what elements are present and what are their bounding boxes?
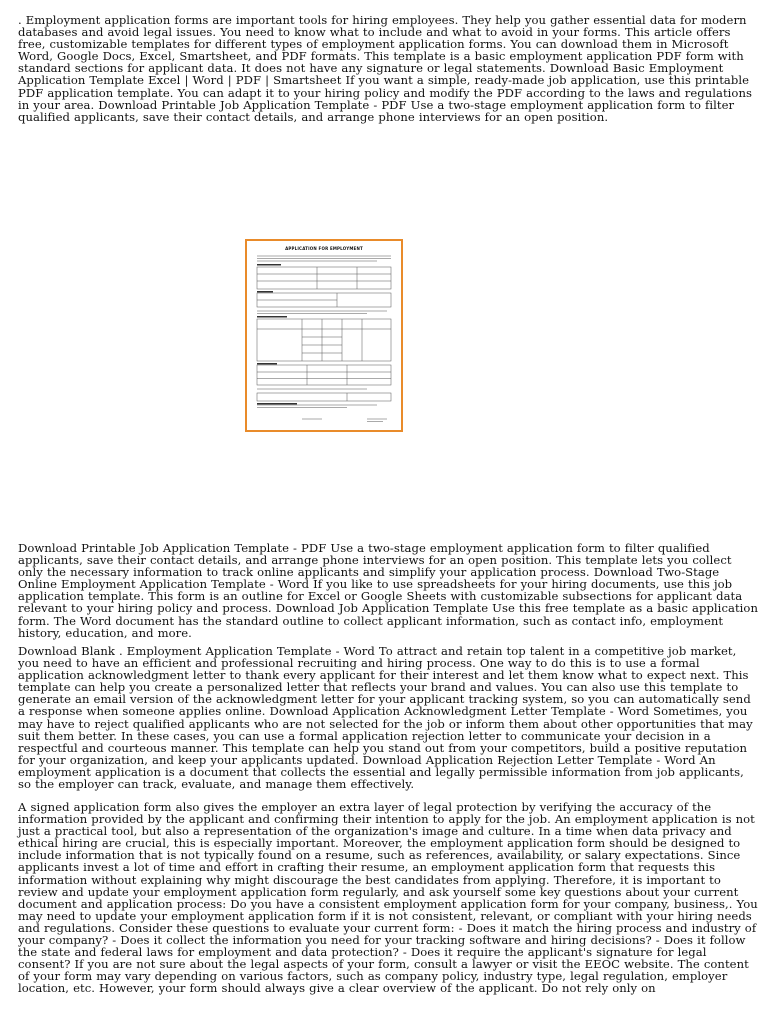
intro-paragraph: . Employment application forms are important tools for hiring employees. They help you gather essential data for modern databases and avoid legal issues. You need to know what to include and what to avoid in your forms. This article offers free, customizable templates for different types of employment application forms. You can download them in Microsoft Word, Google Docs, Excel, Smartsheet, and PDF formats. This template is a basic employment application PDF form with standard sections for applicant data. It does not have any signature or legal statements. Download Basic Employment Application Template Excel | Word | PDF | Smartsheet If you want a simple, ready-made job application, use this printable PDF application template. You can adapt it to your hiring policy and modify the PDF according to the laws and regulations in your area. Download Printable Job Application Template - PDF Use a two-stage employment application form to filter qualified applicants, save their contact details, and arrange phone interviews for an open position.: [18, 13, 752, 124]
letter-templates-paragraph: Download Blank . Employment Application Template - Word To attract and retain top talent in a competitive job market, you need to have an efficient and professional recruiting and hiring process. One way to do this is to use a formal application acknowledgment letter to thank every applicant for their interest and let them know what to expect next. This template can help you create a personalized letter that reflects your brand and values. You can also use this template to generate an email version of the acknowledgment letter for your applicant tracking system, so you can automatically send a response when someone applies online. Download Application Acknowledgment Letter Template - Word Sometimes, you may have to reject qualified applicants who are not selected for the job or inform them about other opportunities that may suit them better. In these cases, you can use a formal application rejection letter to communicate your decision in a respectful and courteous manner. This template can help you stand out from your competitors, build a positive reputation for your organization, and keep your applicants updated. Download Application Rejection Letter Template - Word An employment application is a document that collects the essential and legally permissible information from job applicants, so the employer can track, evaluate, and manage them effectively.: [18, 644, 753, 792]
form-heading: APPLICATION FOR EMPLOYMENT: [285, 246, 363, 251]
download-templates-paragraph: Download Printable Job Application Template - PDF Use a two-stage employment application form to filter qualified applicants, save their contact details, and arrange phone interviews for an open position. This template lets you collect only the necessary information to track online applicants and simplify your application process. Download Two-Stage Online Employment Application Template - Word If you like to use spreadsheets for your hiring documents, use this job application template. This form is an outline for Excel or Google Sheets with customizable subsections for applicant data relevant to your hiring policy and process. Download Job Application Template Use this free template as a basic application form. The Word document has the standard outline to collect applicant information, such as contact info, employment history, education, and more.: [18, 541, 758, 640]
legal-protection-paragraph: A signed application form also gives the employer an extra layer of legal protection by verifying the accuracy of the information provided by the applicant and confirming their intention to apply for the job. An employment application is not just a practical tool, but also a representation of the organization's image and culture. In a time when data privacy and ethical hiring are crucial, this is especially important. Moreover, the employment application form should be designed to include information that is not typically found on a resume, such as references, availability, or salary expectations. Since applicants invest a lot of time and effort in crafting their resume, an employment application form that requests this information without explaining why might discourage the best candidates from applying. Therefore, it is important to review and update your employment application form regularly, and ask yourself some key questions about your current document and application process: Do you have a consistent employment application form for your company, business,. You may need to update your employment application form if it is not consistent, relevant, or compliant with your hiring needs and regulations. Consider these questions to evaluate your current form: - Does it match the hiring process and industry of your company? - Does it collect the information you need for your tracking software and hiring decisions? - Does it follow the state and federal laws for employment and data protection? - Does it require the applicant's signature for legal consent? If you are not sure about the legal aspects of your form, consult a lawyer or visit the EEOC website. The content of your form may vary depending on various factors, such as company policy, industry type, legal regulation, employer location, etc. However, your form should always give a clear overview of the applicant. Do not rely only on: [18, 800, 758, 996]
application-form-thumbnail: [245, 239, 403, 432]
form-lines-graphic: [247, 241, 401, 430]
